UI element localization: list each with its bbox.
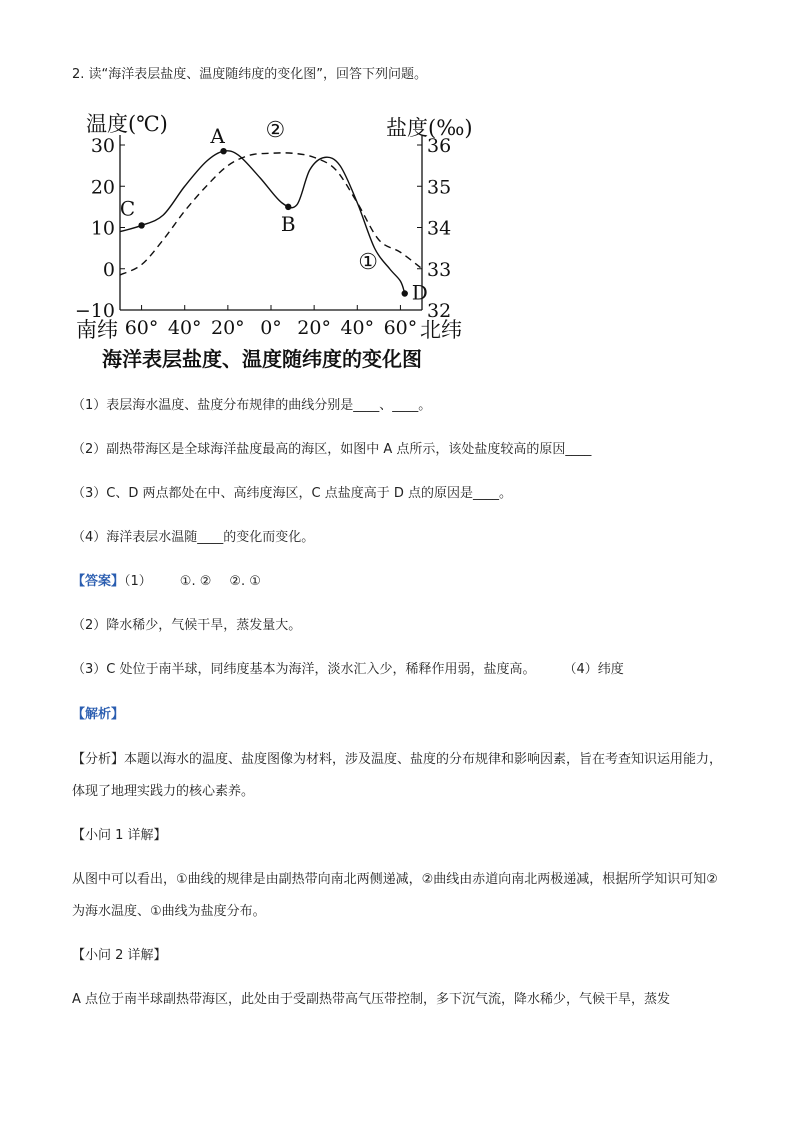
question-3: （3）C、D 两点都处在中、高纬度海区，C 点盐度高于 D 点的原因是____。	[72, 486, 512, 501]
right-tick-label: 32	[427, 300, 452, 322]
x-tick-label: 40°	[167, 317, 202, 339]
question-intro: 2. 读“海洋表层盐度、温度随纬度的变化图”，回答下列问题。	[72, 67, 428, 82]
sub-question-2-text: A 点位于南半球副热带海区，此处由于受副热带高气压带控制，多下沉气流，降水稀少，气候干旱，蒸发	[72, 992, 671, 1007]
answer-4: （4）纬度	[563, 662, 624, 677]
x-tick-label: 20°	[211, 317, 245, 339]
x-tick-label: 40°	[340, 317, 375, 339]
x-tick-label: 60°	[124, 317, 159, 339]
point-c	[138, 222, 144, 228]
right-tick-label: 35	[427, 176, 452, 199]
right-axis-title: 盐度(‰)	[386, 116, 473, 140]
x-left-label: 南纬	[76, 318, 118, 342]
left-tick-label: −10	[74, 300, 115, 322]
right-tick-label: 34	[427, 217, 452, 240]
curve-label-1: ②	[265, 117, 286, 143]
right-tick-label: 36	[427, 135, 452, 157]
point-label-a: A	[210, 124, 225, 149]
answer-line-3	[72, 661, 624, 679]
left-tick-label: 0	[102, 258, 115, 281]
question-1: （1）表层海水温度、盐度分布规律的曲线分别是____、____。	[72, 398, 432, 413]
chart-title: 海洋表层盐度、温度随纬度的变化图	[102, 347, 422, 371]
answer-2: （2）降水稀少，气候干旱，蒸发量大。	[72, 618, 302, 633]
analysis-label: 【解析】	[72, 707, 125, 722]
chart-axes	[75, 135, 451, 339]
question-2: （2）副热带海区是全球海洋盐度最高的海区，如图中 A 点所示，该处盐度较高的原因____	[72, 442, 592, 457]
temperature-salinity-chart	[72, 100, 492, 375]
x-tick-label: 20°	[297, 317, 331, 339]
question-4: （4）海洋表层水温随____的变化而变化。	[72, 530, 315, 545]
point-a	[220, 148, 226, 154]
point-label-c: C	[119, 196, 136, 221]
answer-1-prefix: （1）	[124, 574, 152, 589]
answer-3: （3）C 处位于南半球，同纬度基本为海洋，淡水汇入少，稀释作用弱，盐度高。	[72, 662, 536, 677]
point-label-d: D	[411, 280, 428, 305]
answer-label: 【答案】	[72, 574, 125, 589]
left-tick-label: 20	[90, 176, 115, 199]
analysis-fenxi: 【分析】本题以海水的温度、盐度图像为材料，涉及温度、盐度的分布规律和影响因素，旨在考查知识运用能力，体现了地理实践力的核心素养。	[72, 752, 723, 799]
right-tick-label: 33	[427, 258, 452, 281]
left-tick-label: 10	[90, 217, 115, 240]
sub-question-1-text: 从图中可以看出，①曲线的规律是由副热带向南北两侧递减，②曲线由赤道向南北两极递减，根据所学知识可知②为海水温度、①曲线为盐度分布。	[72, 872, 718, 919]
x-tick-label: 60°	[383, 317, 418, 339]
x-tick-label: 0°	[260, 317, 282, 339]
x-right-label: 北纬	[420, 318, 462, 342]
answer-1-second: ②. ①	[229, 574, 261, 589]
left-tick-label: 30	[90, 135, 115, 157]
sub-question-1-label: 【小问 1 详解】	[72, 828, 167, 843]
left-axis-title: 温度(℃)	[86, 112, 168, 136]
point-label-b: B	[280, 211, 296, 236]
answer-line-1	[72, 573, 261, 591]
curve-label-2: ①	[358, 249, 378, 275]
sub-question-2-label: 【小问 2 详解】	[72, 948, 167, 963]
point-b	[285, 204, 291, 210]
answer-1-first: ①. ②	[179, 574, 212, 589]
point-d	[402, 290, 408, 296]
